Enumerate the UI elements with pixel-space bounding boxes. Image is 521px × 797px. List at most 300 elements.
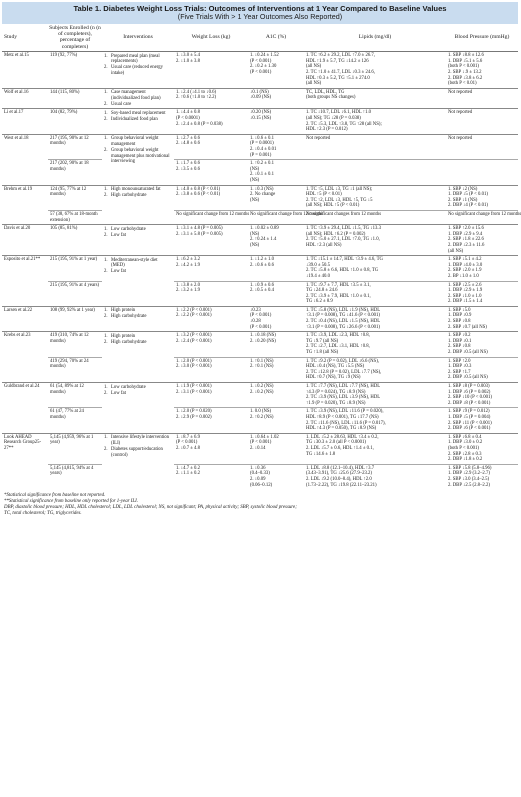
- cell-line: 1. TC ↑3.9 ± 29.4, LDL ↓1.5, TG ↓13.3: [306, 226, 381, 232]
- a1c-cell: [248, 306, 304, 331]
- cell-line: HDL ↑4.3 (P = 0.050), TG ↓8.9 (NS): [306, 426, 377, 432]
- cell-line: 1. SBP ↓0.2: [448, 333, 471, 339]
- cell-line: 1. TC ↓7.7 (NS), LDL ↓7.7 (NS), HDL: [306, 384, 381, 389]
- weight-loss-cell: [174, 408, 248, 433]
- subjects-cell: 217 (202, 90% at 18 months): [48, 160, 102, 185]
- cell-line: 1. TC ↓5.8 (NS), LDL ↓1.9 (NS), HDL: [306, 307, 381, 313]
- interventions-cell: [102, 256, 174, 307]
- cell-line: 1. DBP ↓2.9 ± 1.9: [448, 288, 483, 294]
- header-lipids: Lipids (mg/dl): [304, 24, 446, 52]
- cell-line: 1. SBP ↓8.8 ± 12.6: [448, 53, 484, 59]
- weight-loss-cell: [174, 88, 248, 109]
- footnote: **Statistical significance from baseline only reported for 1-year ILI.: [4, 499, 138, 505]
- cell-line: 1. ↓8.7 ± 6.9: [176, 434, 200, 440]
- cell-line: Not reported: [448, 89, 473, 95]
- cell-line: HDL ↑1.9 ± 5.7, TG ↓14.2 ± 126: [306, 58, 369, 64]
- interventions-cell: [102, 332, 174, 383]
- a1c-cell: [248, 464, 304, 489]
- study-cell: Li et al.17: [2, 109, 48, 134]
- blood-pressure-cell: [446, 225, 518, 256]
- cell-line: 2. TC ↓0.4 (NS), LDL ↓1.5 (NS), HDL: [306, 319, 381, 325]
- study-cell: Esposito et al.21**: [2, 256, 48, 307]
- subjects-cell: 419 (294, 70% at 24 months): [48, 357, 102, 382]
- cell-line: (0.06–0.12): [250, 482, 273, 488]
- cell-line: 2. SBP ↓2.0 ± 1.9: [448, 268, 482, 274]
- subjects-cell: 215 (195, 91% at 1 year): [48, 256, 102, 281]
- table-row: [2, 256, 518, 281]
- cell-line: (P < 0.001): [250, 58, 272, 64]
- cell-line: (NS): [250, 166, 260, 172]
- blood-pressure-cell: [446, 332, 518, 357]
- cell-line: 1. DBP ↓2.9 ± 9.4: [448, 231, 483, 237]
- intervention-item: [104, 136, 172, 147]
- cell-line: (1.73–2.22), TG ↓19.8 (22.11–23.21): [306, 482, 377, 488]
- intervention-number: 1.: [104, 257, 108, 263]
- intervention-item: [104, 314, 172, 320]
- cell-line: 2. ↓1.0 ± 3.8: [176, 58, 200, 64]
- subjects-cell: 108 (99, 92% at 1 year): [48, 306, 102, 331]
- a1c-cell: [248, 225, 304, 256]
- lipids-cell: [304, 52, 446, 89]
- interventions-cell: [102, 88, 174, 109]
- intervention-number: 2.: [104, 314, 108, 320]
- table-body: [2, 52, 521, 489]
- intervention-number: 2.: [104, 446, 108, 452]
- intervention-item: [104, 102, 172, 108]
- cell-line: No significant change from 12 months: [250, 211, 324, 217]
- cell-line: HDL ↑2.3 (all NS): [306, 242, 342, 248]
- table-title-bar: [2, 2, 518, 24]
- cell-line: (both P < 0.001): [448, 64, 480, 70]
- cell-line: (all NS); HDL ↑6.2 (P = 0.002): [306, 231, 366, 237]
- cell-line: 1. ↓3.8 ± 2.0: [176, 282, 200, 288]
- intervention-item: [104, 111, 172, 117]
- blood-pressure-cell: [446, 88, 518, 109]
- intervention-text: Usual care (reduced energy intake): [111, 65, 164, 76]
- cell-line: 2. ↓4.8 ± 0.6: [176, 141, 200, 147]
- intervention-item: [104, 90, 172, 101]
- cell-line: 1. ↑0.2 ± 0.1: [250, 161, 274, 167]
- cell-line: 2. ↓3.0 (P < 0.001): [176, 364, 212, 370]
- a1c-cell: [248, 160, 304, 185]
- a1c-cell: [248, 52, 304, 89]
- intervention-number: 2.: [104, 193, 108, 199]
- intervention-text: High protein: [111, 308, 136, 314]
- cell-line: 1. ↓4.0 ± 0.8 (P < 0.01): [176, 186, 221, 192]
- cell-line: 1. ↓4.4 ± 0.8: [176, 110, 200, 116]
- weight-loss-cell: [174, 464, 248, 489]
- footnote: TC, total cholesterol; TG, triglycerides.: [4, 511, 82, 517]
- cell-line: ↑3.1 (P = 0.008), TG ↓41.6 (P < 0.001): [306, 313, 380, 319]
- intervention-number: 1.: [104, 226, 108, 232]
- cell-line: 1. ↓2.0 (P < 0.001): [176, 358, 212, 364]
- cell-line: (3.43–3.91), TG ↓25.6 (27.9–23.2): [306, 471, 373, 477]
- table-title: Table 1. Diabetes Weight Loss Trials: Outcomes of Interventions at 1 Year Compared to Baseline Values: [73, 4, 447, 13]
- cell-line: 2. ↓2.4 ± 0.8 (P = 0.038): [176, 121, 223, 127]
- cell-line: 1. ↓0.9 ± 0.6: [250, 282, 274, 288]
- table-row: [2, 88, 518, 109]
- cell-line: ↑3.1 (P = 0.008), TG ↓26.6 (P < 0.001): [306, 324, 380, 330]
- cell-line: 1. DBP ↓3.0 ± 0.2: [448, 440, 483, 446]
- cell-line: Not reported: [448, 135, 473, 141]
- cell-line: 2. TC ↓5.3, LDL ↑3.8, TG ↑28 (all NS);: [306, 121, 382, 127]
- interventions-cell: [102, 383, 174, 434]
- cell-line: TG ↓9.7 (all NS): [306, 338, 339, 344]
- intervention-item: [104, 447, 172, 458]
- blood-pressure-cell: [446, 357, 518, 382]
- cell-line: TG ↓6.2 ± 8.9: [306, 299, 333, 305]
- footnotes: [2, 493, 518, 517]
- cell-line: 2. ↓3.1 (P < 0.001): [176, 389, 212, 395]
- cell-line: 2. ↓0.1 ± 0.1: [250, 172, 274, 178]
- a1c-cell: [248, 281, 304, 306]
- cell-line: 2. TC ↓12.8 (P = 0.02), LDL ↓7.7 (NS),: [306, 369, 382, 375]
- cell-line: No significant changes from 12 months: [306, 211, 382, 217]
- weight-loss-cell: [174, 256, 248, 281]
- cell-line: 2. SBP ↓1 (NS): [448, 197, 478, 203]
- cell-line: 1. LDL ↓5.2 ± 28.63, HDL ↑3.4 ± 0.2,: [306, 434, 379, 440]
- cell-line: (all NS): [306, 64, 322, 70]
- cell-line: 1. DBP ↓5 (P < 0.01): [448, 192, 488, 198]
- cell-line: 2. ↓2.2 (P < 0.001): [176, 313, 212, 319]
- cell-line: 2. SBP ↓11 (P < 0.001): [448, 420, 492, 426]
- subjects-cell: 217 (195, 90% at 12 months): [48, 134, 102, 159]
- cell-line: (all NS): [448, 248, 464, 254]
- cell-line: 2. SBP ↓1.0 ± 1.0: [448, 293, 482, 299]
- blood-pressure-cell: [446, 433, 518, 464]
- weight-loss-cell: [174, 332, 248, 357]
- intervention-item: [104, 65, 172, 76]
- cell-line: 1. ↓3.0 ± 5.4: [176, 53, 200, 59]
- study-cell: West et al.18: [2, 134, 48, 185]
- intervention-item: [104, 269, 172, 275]
- cell-line: 2. ↓3.2 ± 1.9: [176, 288, 200, 294]
- weight-loss-cell: [174, 383, 248, 408]
- header-a1c: A1C (%): [248, 24, 304, 52]
- cell-line: (all NS): [306, 81, 322, 87]
- cell-line: 1. ↓2.7 ± 0.6: [176, 135, 200, 141]
- blood-pressure-cell: [446, 464, 518, 489]
- cell-line: ↓0.28: [250, 319, 261, 325]
- blood-pressure-cell: [446, 383, 518, 408]
- cell-line: 2. ↓3.8 ± 0.6 (P < 0.01): [176, 192, 221, 198]
- cell-line: 1. DBP ↓6 (P = 0.002): [448, 389, 491, 395]
- cell-line: ↓0.20 (NS): [250, 110, 272, 116]
- cell-line: (0.4–0.33): [250, 471, 270, 477]
- lipids-cell: [304, 225, 446, 256]
- intervention-text: Low carbohydrate: [111, 226, 146, 232]
- interventions-cell: [102, 52, 174, 89]
- cell-line: 2. SBP ↓2.8 ± 0.3: [448, 451, 482, 457]
- cell-line: 1. ↓0.24 ± 1.52: [250, 53, 279, 59]
- cell-line: 2. ↑0.6 (↑1.0 to ↑2.2): [176, 95, 217, 101]
- a1c-cell: [248, 185, 304, 210]
- table-row: [2, 357, 518, 382]
- weight-loss-cell: [174, 160, 248, 185]
- header-blood-pressure: Blood Pressure (mmHg): [446, 24, 518, 52]
- cell-line: 1. ↓3.1 ± 4.8 (P = 0.005): [176, 226, 223, 232]
- cell-line: 2. ↓4.2 ± 1.9: [176, 262, 200, 268]
- blood-pressure-cell: [446, 306, 518, 331]
- cell-line: 2. DBP ↓0.5 (all NS): [448, 350, 488, 356]
- blood-pressure-cell: [446, 408, 518, 433]
- header-subjects: Subjects Enrolled (n (n of completers), percentage of completers): [49, 24, 101, 50]
- intervention-text: Intensive lifestyle intervention (ILI): [111, 435, 170, 446]
- intervention-number: 1.: [104, 384, 108, 390]
- cell-line: (P < 0.0001): [176, 116, 200, 122]
- intervention-text: Prepared meal plan (meal replacements): [111, 53, 160, 65]
- cell-line: (P < 0.001): [250, 69, 272, 75]
- cell-line: 1. ↓1.7 ± 0.6: [176, 161, 200, 167]
- intervention-item: [104, 258, 172, 269]
- weight-loss-cell: [174, 357, 248, 382]
- study-cell: Guldbrand et al.24: [2, 383, 48, 434]
- study-cell: Wolf et al.16: [2, 88, 48, 109]
- subjects-cell: 5,145 (4,959, 96% at 1 year): [48, 433, 102, 464]
- cell-line: 1. DBP ↓2.9 (3.2–2.7): [448, 471, 490, 477]
- cell-line: 1. SBP ↓8 (P = 0.003): [448, 384, 490, 389]
- intervention-number: 2.: [104, 269, 108, 275]
- intervention-text: Low fat: [111, 232, 126, 238]
- table-row: [2, 52, 518, 89]
- cell-line: ↑4.3 (P = 0.024), TG ↓8.9 (NS): [306, 389, 366, 395]
- table-row: [2, 433, 518, 464]
- table-row: [2, 332, 518, 357]
- a1c-cell: [248, 357, 304, 382]
- cell-line: 2. ↓0.2 (NS): [250, 389, 274, 395]
- intervention-text: High carbohydrate: [111, 339, 147, 345]
- cell-line: 2. ↓0.14: [250, 445, 266, 451]
- subjects-cell: 5,145 (4,815, 94% at 4 years): [48, 464, 102, 489]
- table-row: [2, 306, 518, 331]
- cell-line: 2. TC ↓2.7, LDL ↓3.1, HDL ↑0.8,: [306, 344, 370, 350]
- intervention-item: [104, 233, 172, 239]
- cell-line: 2. SBP ↓10 (P < 0.001): [448, 395, 492, 401]
- lipids-cell: [304, 88, 446, 109]
- intervention-item: [104, 391, 172, 397]
- cell-line: 2. ↓0.7 ± 4.8: [176, 445, 200, 451]
- cell-line: 2. SBP ↓1.8 ± 22.6: [448, 237, 484, 243]
- cell-line: 1. DBP ↓0.3: [448, 364, 472, 370]
- cell-line: No significant change from 12 months: [176, 211, 250, 217]
- subjects-cell: 61 (54, 89% at 12 months): [48, 383, 102, 408]
- lipids-cell: [304, 256, 446, 281]
- intervention-number: 2.: [104, 148, 108, 154]
- cell-line: 2. DBP ↓1.8 ± 0.2: [448, 457, 483, 463]
- study-cell: Look AHEAD Research Group25-27**: [2, 433, 48, 489]
- intervention-text: High monounsaturated fat: [111, 187, 161, 193]
- cell-line: 1. ↓0.18 (NS): [250, 333, 276, 339]
- weight-loss-cell: [174, 52, 248, 89]
- cell-line: TG ↓14.6 ± 1.8: [306, 451, 336, 457]
- cell-line: 1. DBP ↓5 (P = 0.004): [448, 414, 491, 420]
- cell-line: ↓0.23: [250, 307, 261, 313]
- subjects-cell: 104 (82, 79%): [48, 109, 102, 134]
- cell-line: 1. ↑0.1 (NS): [250, 358, 274, 364]
- cell-line: 1. SBP ↓5.1 ± 4.2: [448, 257, 482, 263]
- intervention-text: Case management (individualized food plan): [111, 90, 161, 101]
- cell-line: 2. SBP ↓0.8: [448, 344, 471, 350]
- table-row: [2, 383, 518, 408]
- blood-pressure-cell: [446, 109, 518, 134]
- cell-line: (both groups NS changes): [306, 95, 356, 101]
- cell-line: 1. TC ↓3.9, LDL ↓2.3, HDL ↑0.8,: [306, 333, 370, 339]
- cell-line: 1. ↓0.3 (NS): [250, 186, 274, 192]
- intervention-text: Diabetes support/education (control): [111, 446, 163, 458]
- intervention-item: [104, 117, 172, 123]
- lipids-cell: [304, 357, 446, 382]
- cell-line: (NS): [250, 178, 260, 183]
- weight-loss-cell: [174, 134, 248, 159]
- cell-line: 2. TC ↓3.9 (NS), LDL ↓3.9 (NS), HDL: [306, 395, 381, 401]
- cell-line: TG ↓24.8 ± 24.6: [306, 288, 338, 294]
- blood-pressure-cell: [446, 160, 518, 185]
- cell-line: (NS): [250, 231, 260, 237]
- subjects-cell: 119 (92, 77%): [48, 52, 102, 89]
- weight-loss-cell: [174, 185, 248, 210]
- cell-line: 1. SBP ↑2.0: [448, 358, 471, 364]
- intervention-text: Group behavioral weight management plus motivational interviewing: [111, 148, 170, 165]
- a1c-cell: [248, 256, 304, 281]
- cell-line: TG ↓30.3 ± 2.0 (all P < 0.0001): [306, 440, 366, 446]
- intervention-item: [104, 187, 172, 193]
- interventions-cell: [102, 185, 174, 225]
- header-row: [2, 24, 518, 52]
- cell-line: 2. TC ↑2, LDL ↓3, HDL ↑5, TG ↓5: [306, 197, 373, 203]
- intervention-number: 1.: [104, 187, 108, 193]
- cell-line: (all NS); TG ↓28 (P = 0.038): [306, 116, 361, 122]
- cell-line: HDL ↑0.7 (NS), TG ↓9 (NS): [306, 375, 361, 381]
- blood-pressure-cell: [446, 52, 518, 89]
- cell-line: 2. ↓0.09: [250, 476, 266, 482]
- header-interventions: Interventions: [102, 24, 174, 52]
- header-weight-loss: Weight Loss (kg): [174, 24, 248, 52]
- header-study: Study: [2, 24, 48, 52]
- table-row: [2, 134, 518, 159]
- interventions-cell: [102, 134, 174, 185]
- cell-line: 1. ↓0.64 ± 1.02: [250, 434, 279, 440]
- cell-line: ↑1.9 (P = 0.020), TG ↓8.9 (NS): [306, 400, 366, 406]
- a1c-cell: [248, 109, 304, 134]
- table-row: [2, 109, 518, 134]
- cell-line: 2. TC ↓5.8 ± 6.6, HDL ↑1.0 ± 0.8, TG: [306, 268, 379, 274]
- a1c-cell: [248, 88, 304, 109]
- cell-line: 2. ↓2.9 (P = 0.002): [176, 414, 212, 420]
- cell-line: (NS): [250, 242, 260, 248]
- intervention-item: [104, 148, 172, 165]
- cell-line: 1. ↓3.2 (P < 0.001): [176, 333, 212, 339]
- cell-line: 1. SBP ↓5.0: [448, 307, 471, 313]
- cell-line: 2. SBP ↓0.7 (all NS): [448, 324, 487, 330]
- cell-line: 1. TC ↓10.7, LDL ↓6.1, HDL ↑1.0: [306, 110, 372, 116]
- study-cell: Davis et al.20: [2, 225, 48, 256]
- study-cell: Larsen et al.22: [2, 306, 48, 331]
- cell-line: 1. SBP ↓5.8 (5.8–4.96): [448, 465, 492, 471]
- cell-line: 2. ↑0.1 (NS): [250, 364, 274, 370]
- cell-line: (NS): [250, 197, 260, 203]
- intervention-text: Individualized food plan: [111, 117, 158, 123]
- cell-line: ↓0.1 (NS): [250, 89, 269, 95]
- intervention-text: Usual care: [111, 101, 132, 107]
- lipids-cell: [304, 332, 446, 357]
- lipids-cell: [304, 306, 446, 331]
- intervention-text: High carbohydrate: [111, 193, 147, 199]
- intervention-text: High carbohydrate: [111, 314, 147, 320]
- cell-line: 2. DBP ↓1.5 ± 1.4: [448, 299, 483, 305]
- lipids-cell: [304, 160, 446, 185]
- cell-line: 1. SBP ↑2.0 ± 15.6: [448, 226, 484, 232]
- cell-line: 2. ↑0.2 (NS): [250, 414, 274, 420]
- intervention-item: [104, 193, 172, 199]
- cell-line: (both P < 0.01): [448, 81, 477, 87]
- table-row: [2, 210, 518, 224]
- cell-line: 2. BP ↓1.0 ± 1.0: [448, 273, 479, 279]
- intervention-text: Mediterranean-style diet (MED): [111, 257, 158, 269]
- cell-line: TG ↑1.8 (all NS): [306, 350, 339, 356]
- cell-line: 1. DBP ↓4.0 ± 3.0: [448, 262, 483, 268]
- cell-line: 1. ↓6.2 ± 3.2: [176, 257, 200, 263]
- cell-line: 2. DBP ↓8 (P < 0.001): [448, 400, 491, 406]
- lipids-cell: [304, 464, 446, 489]
- cell-line: ↓0.09 (NS): [250, 95, 272, 101]
- cell-line: 1. SBP ↓9 (P = 0.012): [448, 409, 490, 415]
- cell-line: 2. TC ↑1.0 ± 41.7, LDL ↓0.3 ± 24.6,: [306, 69, 375, 75]
- footnote: DBP, diastolic blood pressure; HDL, HDL cholesterol; LDL, LDL cholesterol; NS, not significant; PA, physical activity; SBP, systolic blood pressure;: [4, 505, 297, 511]
- cell-line: 1. ↓0.2 (NS): [250, 384, 274, 389]
- lipids-cell: [304, 185, 446, 210]
- cell-line: 2. DBP ↓2.5 (2.8–2.2): [448, 482, 490, 488]
- subjects-cell: 419 (310, 74% at 12 months): [48, 332, 102, 357]
- cell-line: 2. SBP ↓3.0 (3.4–2.5): [448, 476, 490, 482]
- weight-loss-cell: [174, 433, 248, 464]
- cell-line: 2. ↓2.4 (P < 0.001): [176, 338, 212, 344]
- cell-line: 1. ↓1.2 ± 1.0: [250, 257, 274, 263]
- cell-line: ↓0.15 (NS): [250, 116, 272, 122]
- subjects-cell: 105 (85, 81%): [48, 225, 102, 256]
- cell-line: HDL ↓0.4 (NS), TG ↓5.5 (NS): [306, 364, 365, 370]
- cell-line: (P < 0.001): [250, 324, 272, 330]
- cell-line: (P < 0.001): [250, 313, 272, 319]
- intervention-item: [104, 334, 172, 340]
- cell-line: 1. ↓0.02 ± 0.89: [250, 226, 279, 232]
- interventions-cell: [102, 433, 174, 489]
- cell-line: 2. ↓0.20 (NS): [250, 338, 276, 344]
- a1c-cell: [248, 134, 304, 159]
- cell-line: 1. TC ↓15.1 ± 14.7, HDL ↑3.9 ± 4.6, TG: [306, 257, 383, 263]
- cell-line: 1. ↓2.4 (↓4.1 to ↓0.6): [176, 89, 217, 95]
- cell-line: 2. DBP ↓6 (P < 0.001): [448, 426, 491, 432]
- interventions-cell: [102, 225, 174, 256]
- weight-loss-cell: [174, 210, 248, 224]
- cell-line: 1. TC ↑6.2 ± 29.2, LDL ↑7.0 ± 26.7,: [306, 53, 375, 59]
- intervention-item: [104, 227, 172, 233]
- subjects-cell: 61 (47, 77% at 24 months): [48, 408, 102, 433]
- cell-line: 1. SBP ↓2 (NS): [448, 186, 478, 192]
- cell-line: 2. DBP ↓3.8 ± 6.2: [448, 75, 483, 81]
- intervention-number: 2.: [104, 390, 108, 396]
- cell-line: 1. 0.0 (NS): [250, 409, 272, 415]
- a1c-cell: [248, 433, 304, 464]
- cell-line: 1. ↓4.7 ± 0.2: [176, 465, 200, 471]
- cell-line: 1. ↓0.36: [250, 465, 266, 471]
- cell-line: 1. TC ↓9.7 ± 7.7, HDL ↑3.5 ± 3.1,: [306, 282, 371, 288]
- lipids-cell: [304, 433, 446, 464]
- interventions-cell: [102, 306, 174, 331]
- table-row: [2, 408, 518, 433]
- blood-pressure-cell: [446, 281, 518, 306]
- lipids-cell: [304, 408, 446, 433]
- cell-line: HDL ↑5 (P < 0.01): [306, 192, 342, 198]
